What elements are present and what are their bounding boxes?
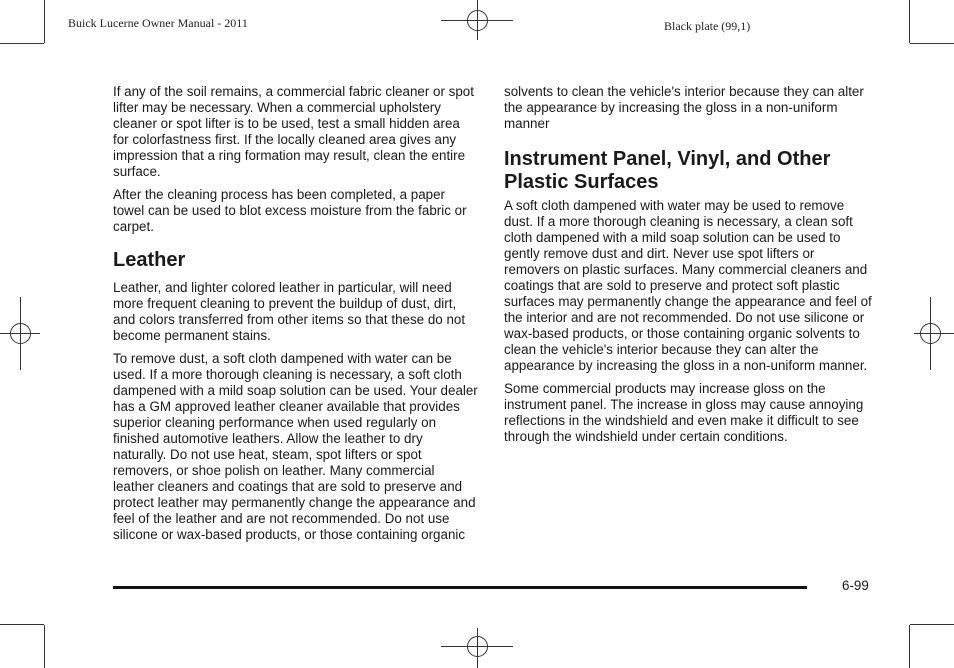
running-header-title: Buick Lucerne Owner Manual - 2011 xyxy=(68,16,248,30)
section-heading-instrument-panel: Instrument Panel, Vinyl, and Other Plastic Surfaces xyxy=(504,148,831,193)
page-number: 6-99 xyxy=(842,578,869,593)
paragraph: solvents to clean the vehicle's interior because they can alter the appearance by increasing the gloss in a non-uniform manner xyxy=(504,84,864,131)
paragraph: A soft cloth dampened with water may be used to remove dust. If a more thorough cleaning is necessary, a clean soft cloth dampened with a mild soap solution can be used to gently remove dust and dirt. Never use spot lifters or removers on plastic surfaces. Many commercial cleaners and coatings that are sold to preserve and protect soft plastic surfaces may permanently change the appearance and feel of the interior and are not recommended. Do not use silicone or wax-based products, or those containing organic solvents to clean the vehicle's interior because they can alter the appearance by increasing the gloss in a non-uniform manner. xyxy=(504,198,872,373)
paragraph: Some commercial products may increase gloss on the instrument panel. The increase in gloss may cause annoying reflections in the windshield and even make it difficult to see through the windshield under certain conditions. xyxy=(504,381,864,444)
section-heading-leather: Leather xyxy=(113,249,186,271)
running-header-plate: Black plate (99,1) xyxy=(664,19,751,33)
paragraph: Leather, and lighter colored leather in particular, will need more frequent cleaning to prevent the buildup of dust, dirt, and colors transferred from other items so that these do not become permanent stains. xyxy=(113,280,466,343)
paragraph: After the cleaning process has been completed, a paper towel can be used to blot excess moisture from the fabric or carpet. xyxy=(113,187,467,234)
paragraph: To remove dust, a soft cloth dampened with water can be used. If a more thorough cleaning is necessary, a soft cloth dampened with a mild soap solution can be used. Your dealer has a GM approved leather cleaner available that provides superior cleaning performance when used regularly on finished automotive leathers. Allow the leather to dry naturally. Do not use heat, steam, spot lifters or spot removers, or shoe polish on leather. Many commercial leather cleaners and coatings that are sold to preserve and protect leather may permanently change the appearance and feel of the leather and are not recommended. Do not use silicone or wax-based products, or those containing organic xyxy=(113,351,478,542)
paragraph: If any of the soil remains, a commercial fabric cleaner or spot lifter may be necessary. When a commercial upholstery cleaner or spot lifter is to be used, test a small hidden area for colorfastness first. If the locally cleaned area gives any impression that a ring formation may result, clean the entire surface. xyxy=(113,84,474,179)
